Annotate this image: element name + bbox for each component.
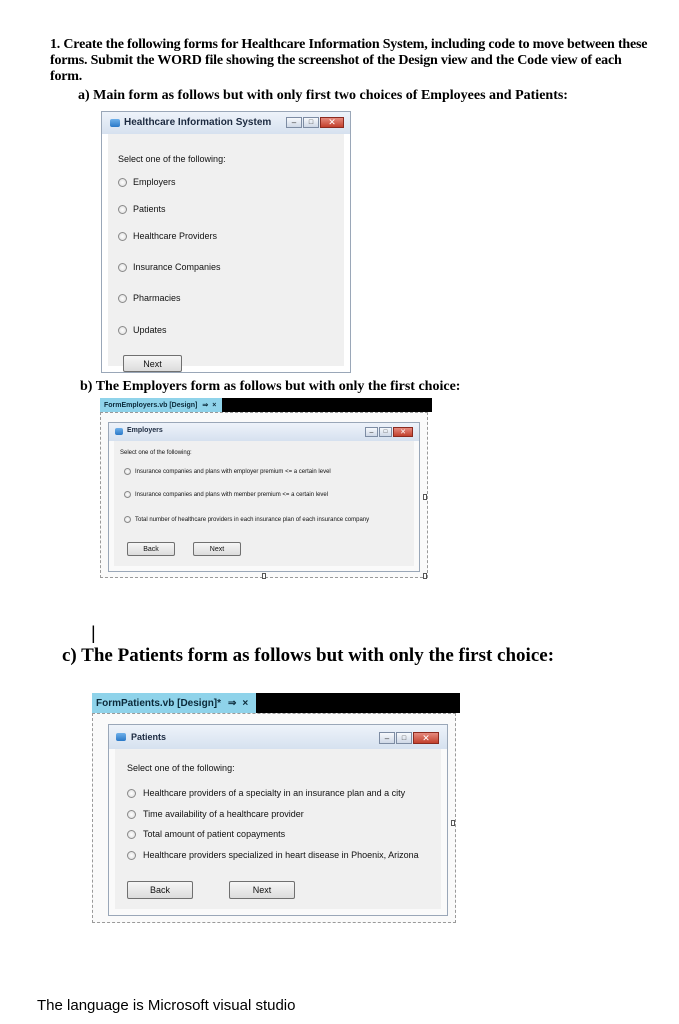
patients-prompt: Select one of the following: xyxy=(127,763,235,773)
radio-employers[interactable] xyxy=(118,177,176,187)
app-icon xyxy=(110,119,120,127)
radio-label: Employers xyxy=(133,177,176,187)
main-form-client xyxy=(108,134,344,369)
radio-label: Time availability of a healthcare provider xyxy=(143,809,304,819)
tab-formemployers[interactable] xyxy=(100,398,222,412)
main-form-titlebar xyxy=(102,112,350,134)
radio-insurance-companies[interactable] xyxy=(118,262,221,272)
radio-label: Insurance Companies xyxy=(133,262,221,272)
radio-label: Pharmacies xyxy=(133,293,181,303)
pin-icon[interactable]: ⇒ xyxy=(202,402,209,409)
radio-label: Healthcare Providers xyxy=(133,231,218,241)
main-form-window xyxy=(101,111,351,373)
radio-icon xyxy=(118,232,127,241)
tab-title: FormPatients.vb [Design]* xyxy=(96,697,222,709)
document-tab-bar xyxy=(92,693,460,713)
radio-label: Healthcare providers specialized in heart disease in Phoenix, Arizona xyxy=(143,850,419,860)
radio-icon xyxy=(118,263,127,272)
radio-label: Insurance companies and plans with employer premium <= a certain level xyxy=(135,468,331,475)
radio-icon xyxy=(127,810,136,819)
close-icon[interactable]: ✕ xyxy=(413,732,439,744)
radio-icon xyxy=(118,294,127,303)
tab-title: FormEmployers.vb [Design] xyxy=(104,401,198,409)
patients-titlebar xyxy=(109,725,447,749)
next-button[interactable]: Next xyxy=(193,542,241,556)
footer-note: The language is Microsoft visual studio xyxy=(37,997,296,1014)
radio-icon xyxy=(124,468,131,475)
radio-total-copayments[interactable] xyxy=(127,829,285,839)
maximize-icon[interactable]: □ xyxy=(303,117,319,128)
close-icon[interactable]: ✕ xyxy=(320,117,344,128)
radio-patients[interactable] xyxy=(118,204,166,214)
app-icon xyxy=(116,733,126,741)
minimize-icon[interactable]: – xyxy=(379,732,395,744)
tab-formpatients[interactable] xyxy=(92,693,256,713)
radio-icon xyxy=(118,178,127,187)
radio-healthcare-providers[interactable] xyxy=(118,231,217,241)
resize-handle[interactable] xyxy=(423,494,427,500)
radio-label: Total number of healthcare providers in each insurance plan of each insurance company xyxy=(135,516,370,523)
radio-label: Patients xyxy=(133,204,166,214)
resize-handle[interactable] xyxy=(262,573,266,579)
radio-label: Total amount of patient copayments xyxy=(143,829,286,839)
close-icon[interactable]: ✕ xyxy=(393,427,413,437)
maximize-icon[interactable]: □ xyxy=(396,732,412,744)
employers-prompt: Select one of the following: xyxy=(120,450,192,456)
patients-title: Patients xyxy=(131,732,167,742)
patients-form-window xyxy=(108,724,448,916)
back-button[interactable]: Back xyxy=(127,542,175,556)
resize-handle[interactable] xyxy=(423,573,427,579)
patients-client xyxy=(115,749,441,909)
radio-icon xyxy=(127,851,136,860)
radio-time-availability[interactable] xyxy=(127,809,304,819)
minimize-icon[interactable]: – xyxy=(365,427,378,437)
radio-updates[interactable] xyxy=(118,325,167,335)
radio-icon xyxy=(127,830,136,839)
radio-label: Updates xyxy=(133,325,167,335)
radio-icon xyxy=(118,205,127,214)
minimize-icon[interactable]: – xyxy=(286,117,302,128)
radio-pharmacies[interactable] xyxy=(118,293,181,303)
employers-client xyxy=(114,441,414,566)
radio-providers-specialty[interactable] xyxy=(127,788,405,798)
part-c-heading: c) The Patients form as follows but with only the first choice: xyxy=(62,645,555,666)
maximize-icon[interactable]: □ xyxy=(379,427,392,437)
pin-icon[interactable]: ⇒ xyxy=(228,697,237,709)
question-text: 1. Create the following forms for Healthcare Information System, including code to move between these forms. Submit the WORD file showing the screenshot of the Design view and the Code view of each form. xyxy=(50,37,648,84)
close-icon[interactable]: × xyxy=(212,401,217,409)
radio-label: Insurance companies and plans with member premium <= a certain level xyxy=(135,491,329,498)
radio-employer-premium[interactable] xyxy=(124,468,331,475)
main-form-title: Healthcare Information System xyxy=(124,117,272,128)
radio-icon xyxy=(127,789,136,798)
resize-handle[interactable] xyxy=(451,820,455,826)
radio-icon xyxy=(124,491,131,498)
radio-heart-disease[interactable] xyxy=(127,850,419,860)
radio-icon xyxy=(124,516,131,523)
close-icon[interactable]: × xyxy=(242,697,249,709)
text-cursor: | xyxy=(91,623,96,643)
main-form-prompt: Select one of the following: xyxy=(118,154,226,164)
document-tab-bar xyxy=(100,398,432,412)
employers-titlebar xyxy=(109,423,419,441)
radio-member-premium[interactable] xyxy=(124,491,328,498)
next-button[interactable]: Next xyxy=(229,881,295,899)
employers-title: Employers xyxy=(127,427,163,434)
back-button[interactable]: Back xyxy=(127,881,193,899)
employers-form-window xyxy=(108,422,420,572)
radio-icon xyxy=(118,326,127,335)
app-icon xyxy=(115,428,123,435)
next-button[interactable]: Next xyxy=(123,355,182,372)
radio-label: Healthcare providers of a specialty in an insurance plan and a city xyxy=(143,788,406,798)
radio-total-providers[interactable] xyxy=(124,516,369,523)
part-a-heading: a) Main form as follows but with only first two choices of Employees and Patients: xyxy=(78,88,568,103)
part-b-heading: b) The Employers form as follows but with only the first choice: xyxy=(80,379,461,394)
